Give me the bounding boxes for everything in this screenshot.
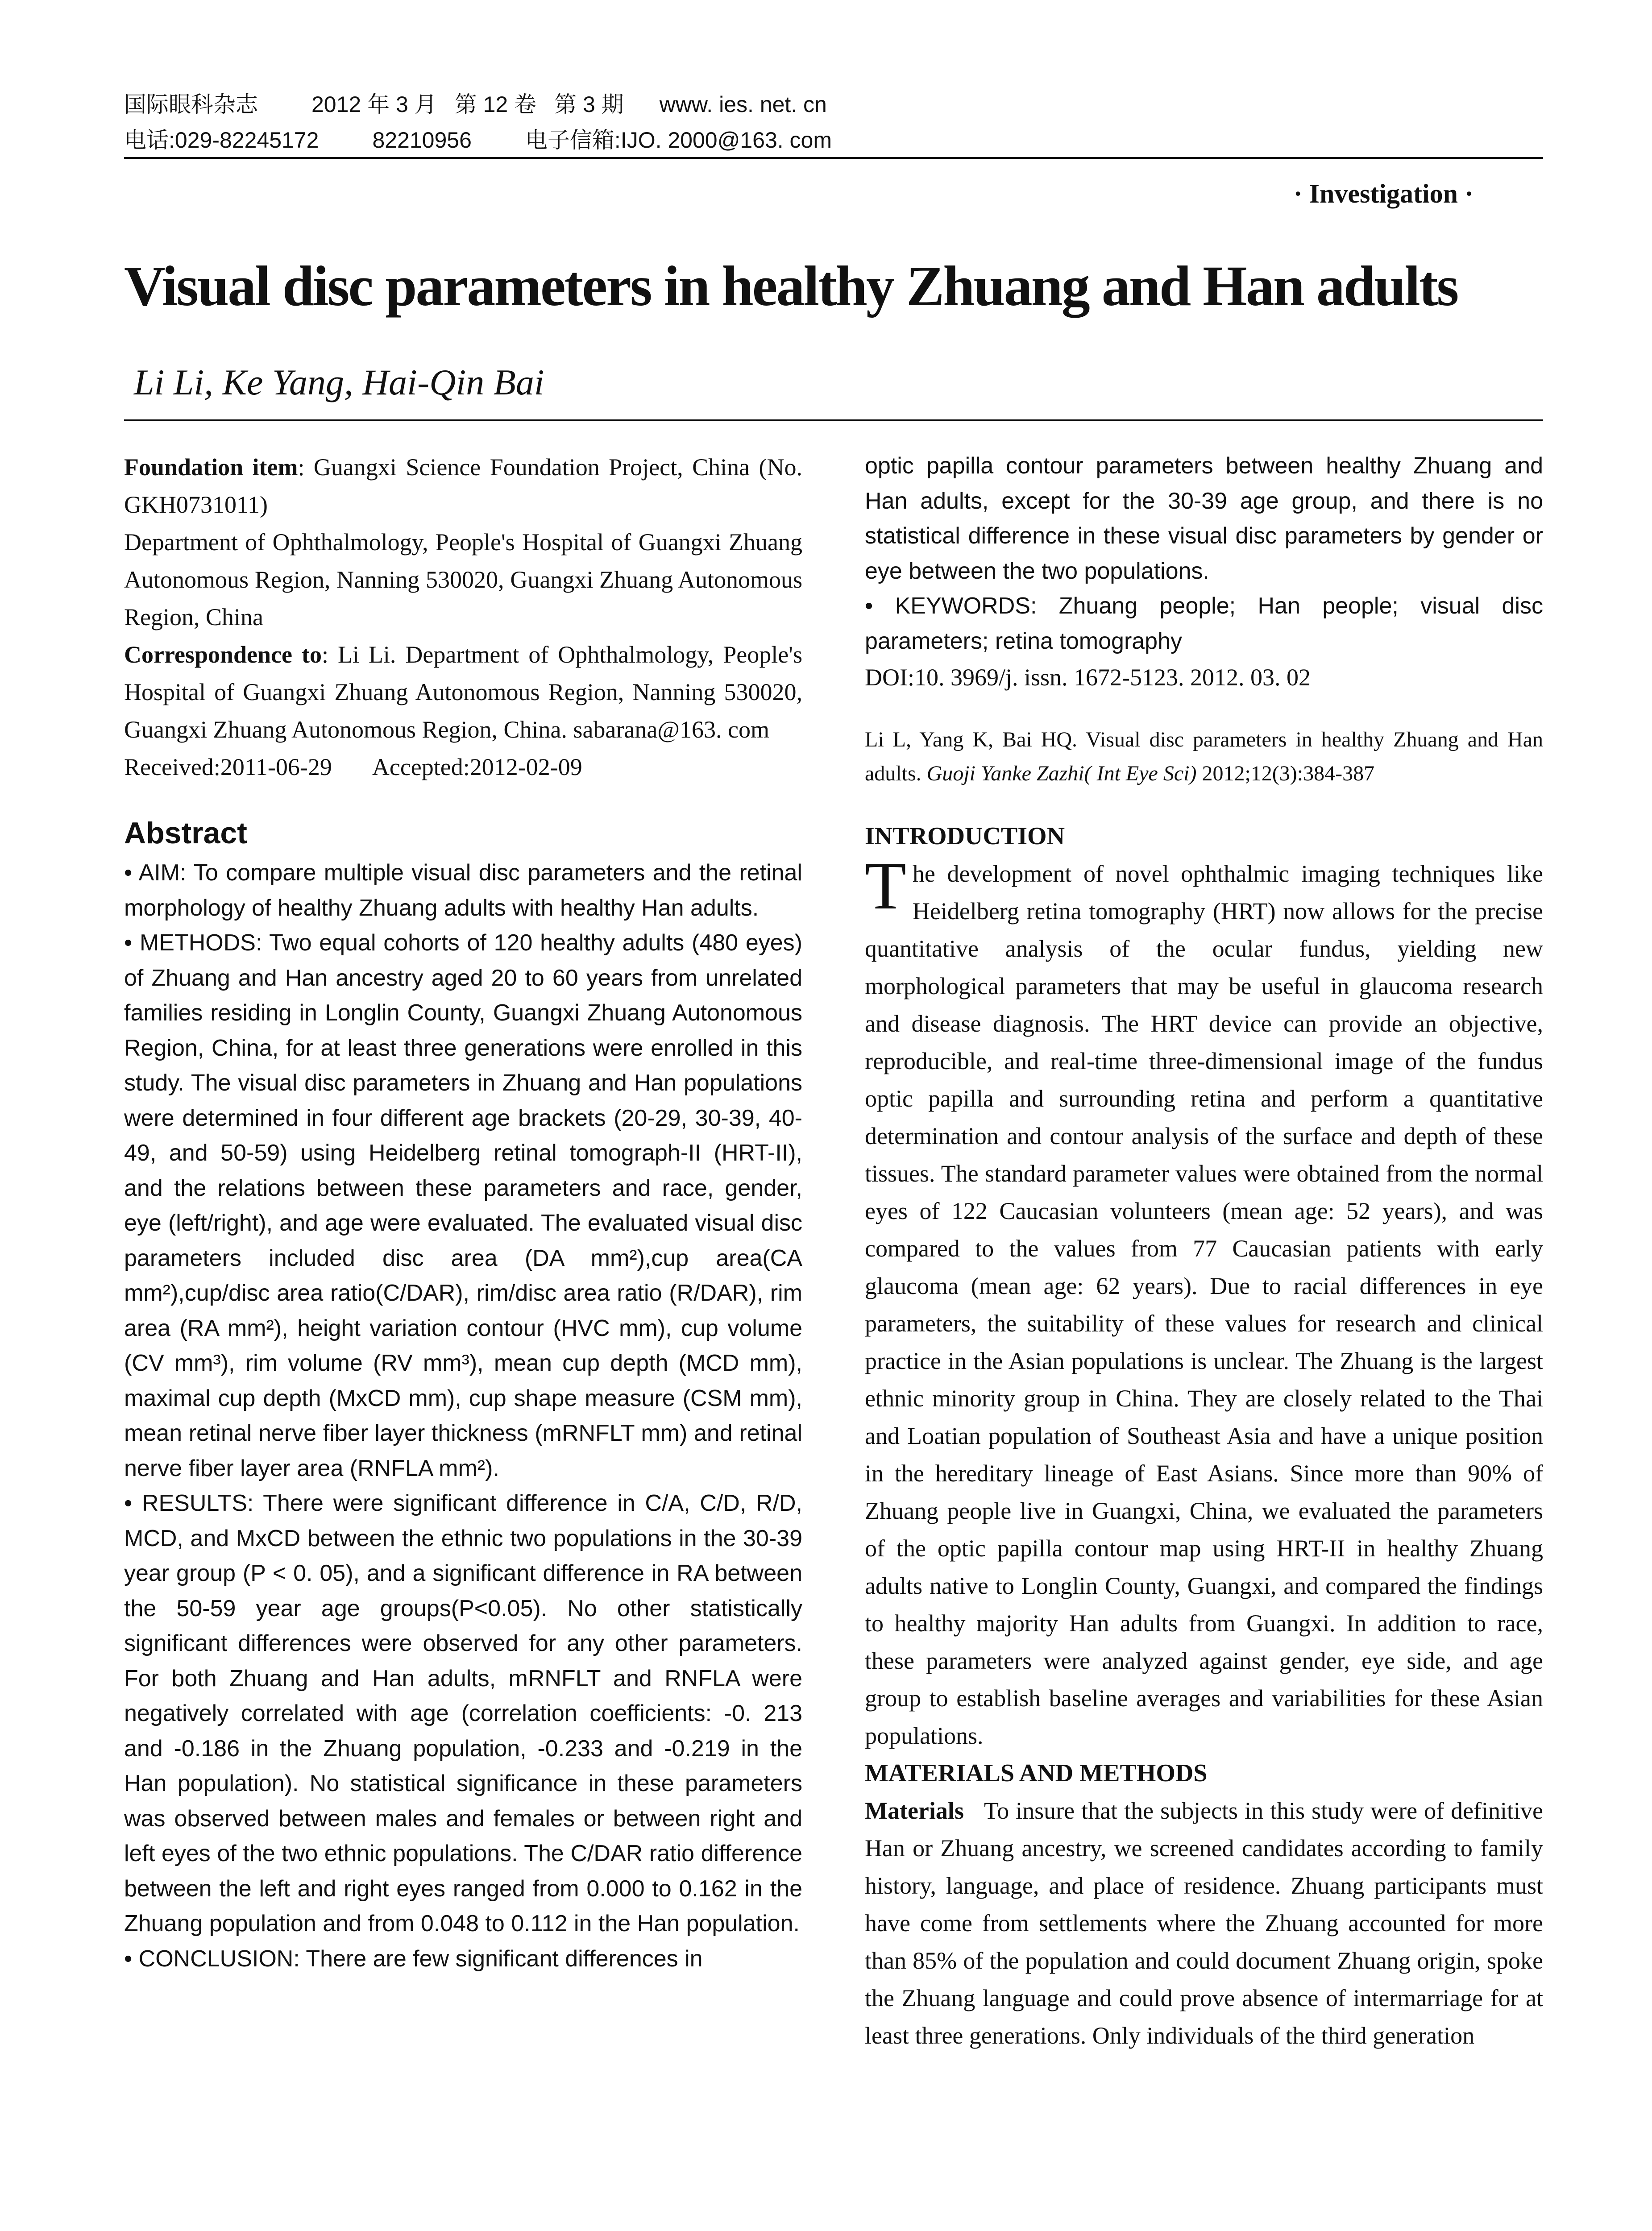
introduction-heading: INTRODUCTION [865,822,1065,850]
phone-2: 82210956 [372,128,472,153]
header-rule [124,157,1543,159]
issue-number: 第 3 期 [554,92,624,117]
dates [124,748,802,786]
section-label: · Investigation · [1293,179,1474,208]
website-link[interactable]: www. ies. net. cn [659,92,827,117]
abstract-heading: Abstract [124,816,247,850]
abstract-methods: • METHODS: Two equal cohorts of 120 healthy adults (480 eyes) of Zhuang and Han ancestry aged 20 to 60 years from unrelated families residing in Longlin County, Guangxi Zhuang Autonomous Region, China, for at least three generations were enrolled in this study. The visual disc parameters in Zhuang and Han populations were determined in four different age brackets (20-29, 30-39, 40-49, and 50-59) using Heidelberg retinal tomograph-II (HRT-II), and the relations between these parameters and race, gender, eye (left/right), and age were evaluated. The evaluated visual disc parameters included disc area (DA mm²),cup area(CA mm²),cup/disc area ratio(C/DAR), rim/disc area ratio (R/DAR), rim area (RA mm²), height variation contour (HVC mm), cup volume (CV mm³), rim volume (RV mm³), mean cup depth (MCD mm), maximal cup depth (MxCD mm), cup shape measure (CSM mm), mean retinal nerve fiber layer thickness (mRNFLT mm) and retinal nerve fiber layer area (RNFLA mm²). [124,930,802,1481]
volume: 第 12 卷 [454,92,537,117]
citation: Li L, Yang K, Bai HQ. Visual disc parameters in healthy Zhuang and Han adults. Guoji Yanke Zazhi( Int Eye Sci) 2012;12(3):384-387 [865,728,1543,785]
abstract-conclusion-end: optic papilla contour parameters between healthy Zhuang and Han adults, except for the 30-39 age group, and there is no statistical difference in these visual disc parameters by gender or eye between the two populations. [865,453,1543,584]
introduction-text: The development of novel ophthalmic imaging techniques like Heidelberg retina tomography (HRT) now allows for the precise quantitative analysis of the ocular fundus, yielding new morphological parameters that may be useful in glaucoma research and disease diagnosis. The HRT device can provide an objective, reproducible, and real-time three-dimensional image of the fundus optic papilla and surrounding retina and perform a quantitative determination and contour analysis of the surface and depth of these tissues. The standard parameter values were obtained from the normal eyes of 122 Caucasian volunteers (mean age: 52 years), and was compared to the values from 77 Caucasian patients with early glaucoma (mean age: 62 years). Due to racial differences in eye parameters, the suitability of these values for research and clinical practice in the Asian populations is unclear. The Zhuang is the largest ethnic minority group in China. They are closely related to the Thai and Loatian population of Southeast Asia and have a unique position in the hereditary lineage of East Asians. Since more than 90% of Zhuang people live in Guangxi, China, we evaluated the parameters of the optic papilla contour map using HRT-II in healthy Zhuang adults native to Longlin County, Guangxi, and compared the findings to healthy majority Han adults from Guangxi. In addition to race, these parameters were analyzed against gender, eye side, and age group to establish baseline averages and variabilities for these Asian populations. [865,848,1543,1749]
foundation-item: Foundation item: Guangxi Science Foundation Project, China (No. GKH0731011) [124,454,802,518]
right-column [865,448,1543,2054]
materials-text: Materials To insure that the subjects in this study were of definitive Han or Zhuang ancestry, we screened candidates according to family history, language, and place of residence. Zhuang participants must have come from settlements where the Zhuang accounted for more than 85% of the population and could document Zhuang origin, spoke the Zhuang language and could prove absence of intermarriage for at least three generations. Only individuals of the third generation [865,1797,1543,2049]
correspondence: Correspondence to: Li Li. Department of Ophthalmology, People's Hospital of Guangxi Zhuang Autonomous Region, Nanning 530020, Guangxi Zhuang Autonomous Region, China. sabarana@163. com [124,641,802,743]
authors-rule [124,419,1543,421]
abstract-keywords: • KEYWORDS: Zhuang people; Han people; visual disc parameters; retina tomography [865,593,1543,654]
email-link[interactable]: 电子信箱:IJO. 2000@163. com [525,128,832,153]
department: Department of Ophthalmology, People's Hospital of Guangxi Zhuang Autonomous Region, Nanning 530020, Guangxi Zhuang Autonomous Region, China [124,529,802,630]
authors: Li Li, Ke Yang, Hai-Qin Bai [134,362,544,402]
methods-heading: MATERIALS AND METHODS [865,1759,1208,1787]
accepted-date: Accepted:2012-02-09 [372,754,582,780]
left-column [124,448,802,1976]
paper-title: Visual disc parameters in healthy Zhuang and Han adults [124,254,1458,318]
journal-header-line-1 [124,90,1543,119]
journal-header-line-2 [124,126,1543,154]
drop-cap: T [865,848,906,923]
abstract-aim: • AIM: To compare multiple visual disc parameters and the retinal morphology of healthy Zhuang adults with healthy Han adults. [124,860,802,921]
abstract-results: • RESULTS: There were significant difference in C/A, C/D, R/D, MCD, and MxCD between the ethnic two populations in the 30-39 year group (P < 0. 05), and a significant difference in RA between the 50-59 year age groups(P<0.05). No other statistically significant differences were observed for any other parameters. For both Zhuang and Han adults, mRNFLT and RNFLA were negatively correlated with age (correlation coefficients: -0. 213 and -0.186 in the Zhuang population, -0.233 and -0.219 in the Han population). No statistical significance in these parameters was observed between males and females or between right and left eyes of the two ethnic populations. The C/DAR ratio difference between the left and right eyes ranged from 0.000 to 0.162 in the Zhuang population and from 0.048 to 0.112 in the Han population. [124,1490,802,1937]
phone: 电话:029-82245172 [124,128,319,153]
abstract-conclusion-start: • CONCLUSION: There are few significant differences in [124,1945,703,1972]
doi: DOI:10. 3969/j. issn. 1672-5123. 2012. 03. 02 [865,664,1311,691]
received-date: Received:2011-06-29 [124,754,332,780]
journal-name: 国际眼科杂志 [124,92,258,117]
issue-date: 2012 年 3 月 [311,92,437,117]
